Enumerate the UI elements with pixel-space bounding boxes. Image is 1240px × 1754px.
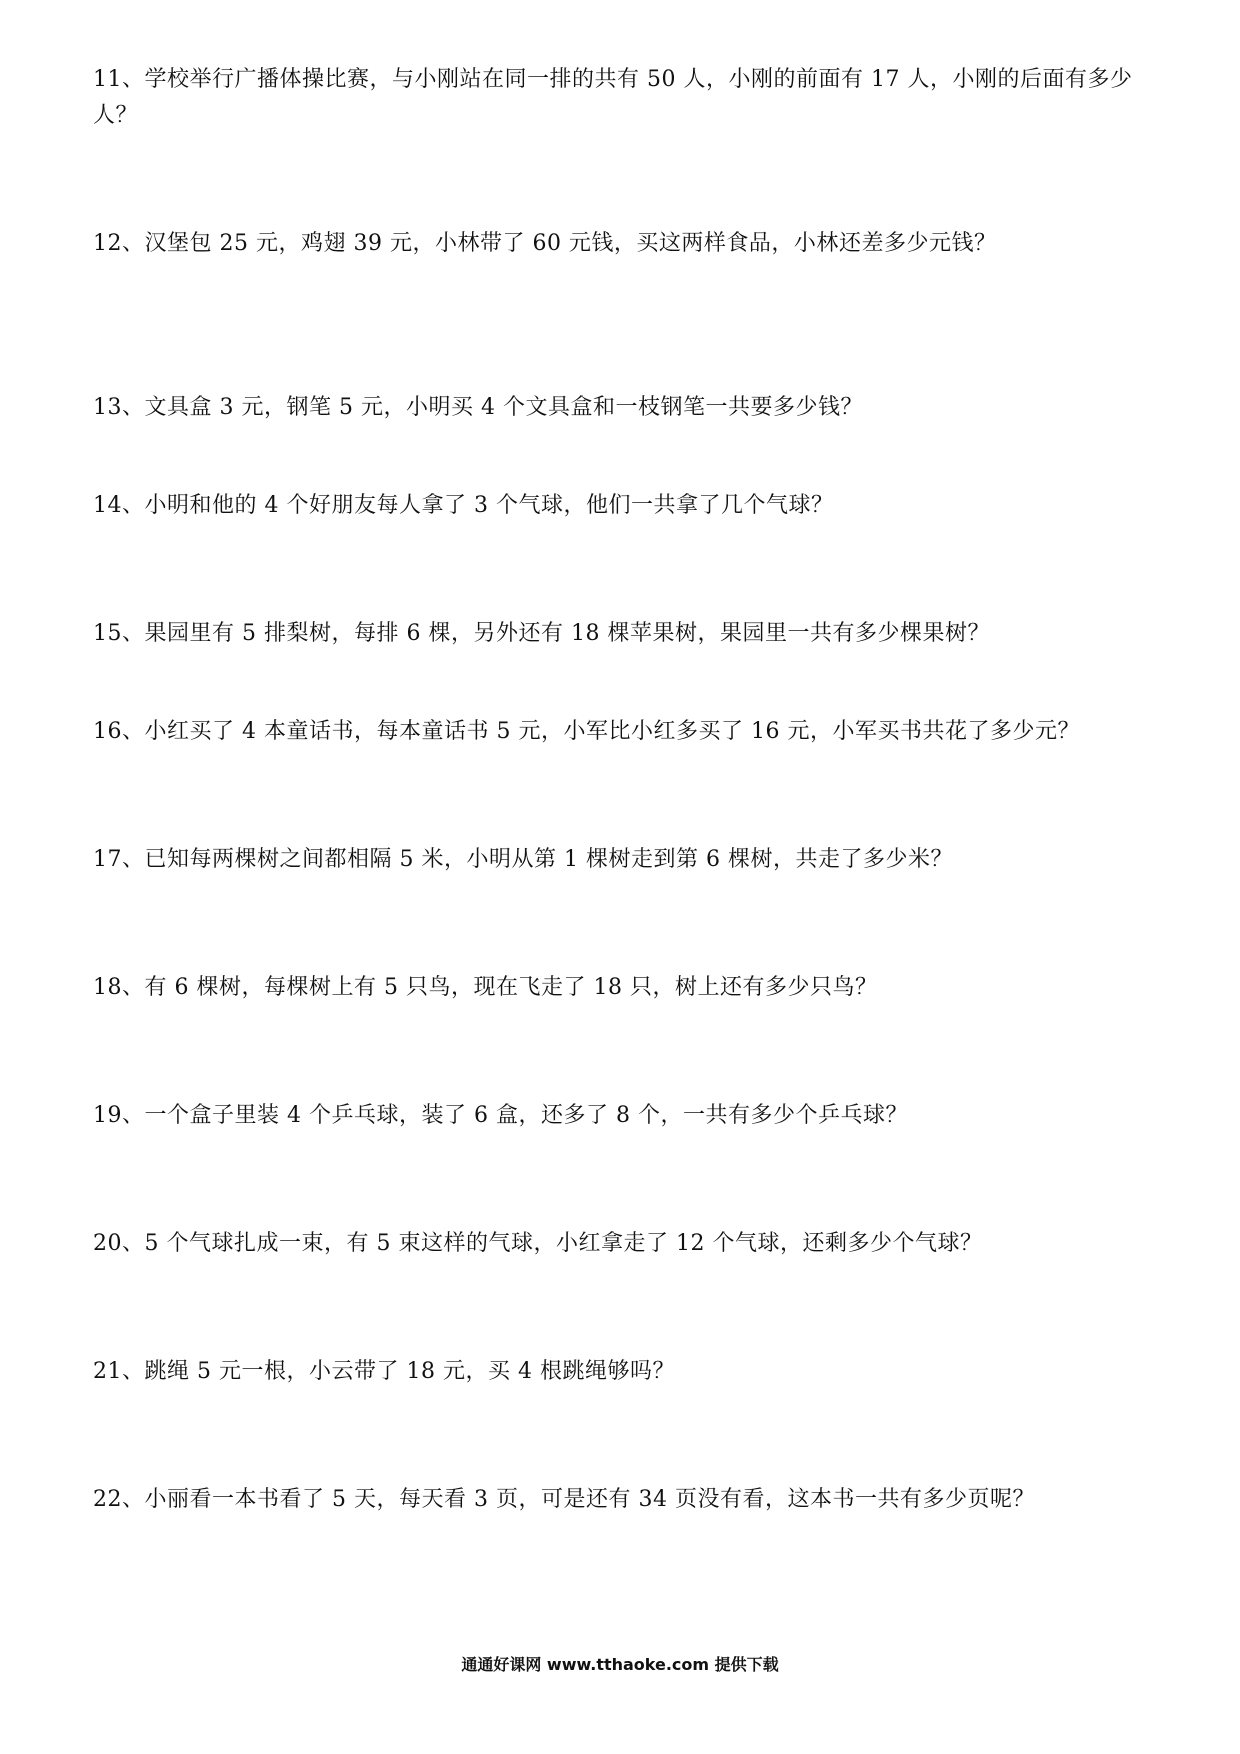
question-19: 19、一个盒子里装 4 个乒乓球，装了 6 盒，还多了 8 个，一共有多少个乒乓球？ — [93, 1103, 908, 1128]
question-17: 17、已知每两棵树之间都相隔 5 米，小明从第 1 棵树走到第 6 棵树，共走了多少米？ — [93, 847, 953, 872]
question-22: 22、小丽看一本书看了 5 天，每天看 3 页，可是还有 34 页没有看，这本书一共有多少页呢？ — [93, 1487, 1035, 1512]
question-11: 11、学校举行广播体操比赛，与小刚站在同一排的共有 50 人，小刚的前面有 17 人，小刚的后面有多少人？ — [93, 67, 1133, 128]
question-16: 16、小红买了 4 本童话书，每本童话书 5 元，小军比小红多买了 16 元，小军买书共花了多少元？ — [93, 719, 1080, 744]
question-20: 20、5 个气球扎成一束，有 5 束这样的气球，小红拿走了 12 个气球，还剩多少个气球？ — [93, 1231, 983, 1256]
question-12: 12、汉堡包 25 元，鸡翅 39 元，小林带了 60 元钱，买这两样食品，小林还差多少元钱？ — [93, 231, 997, 256]
question-14: 14、小明和他的 4 个好朋友每人拿了 3 个气球，他们一共拿了几个气球？ — [93, 493, 834, 518]
question-13: 13、文具盒 3 元，钢笔 5 元，小明买 4 个文具盒和一枝钢笔一共要多少钱？ — [93, 395, 863, 420]
footer-credit: 通通好课网 www.tthaoke.com 提供下载 — [461, 1655, 779, 1674]
question-21: 21、跳绳 5 元一根，小云带了 18 元，买 4 根跳绳够吗？ — [93, 1359, 675, 1384]
question-15: 15、果园里有 5 排梨树，每排 6 棵，另外还有 18 棵苹果树，果园里一共有多少棵果树？ — [93, 621, 990, 646]
question-18: 18、有 6 棵树，每棵树上有 5 只鸟，现在飞走了 18 只，树上还有多少只鸟？ — [93, 975, 878, 1000]
